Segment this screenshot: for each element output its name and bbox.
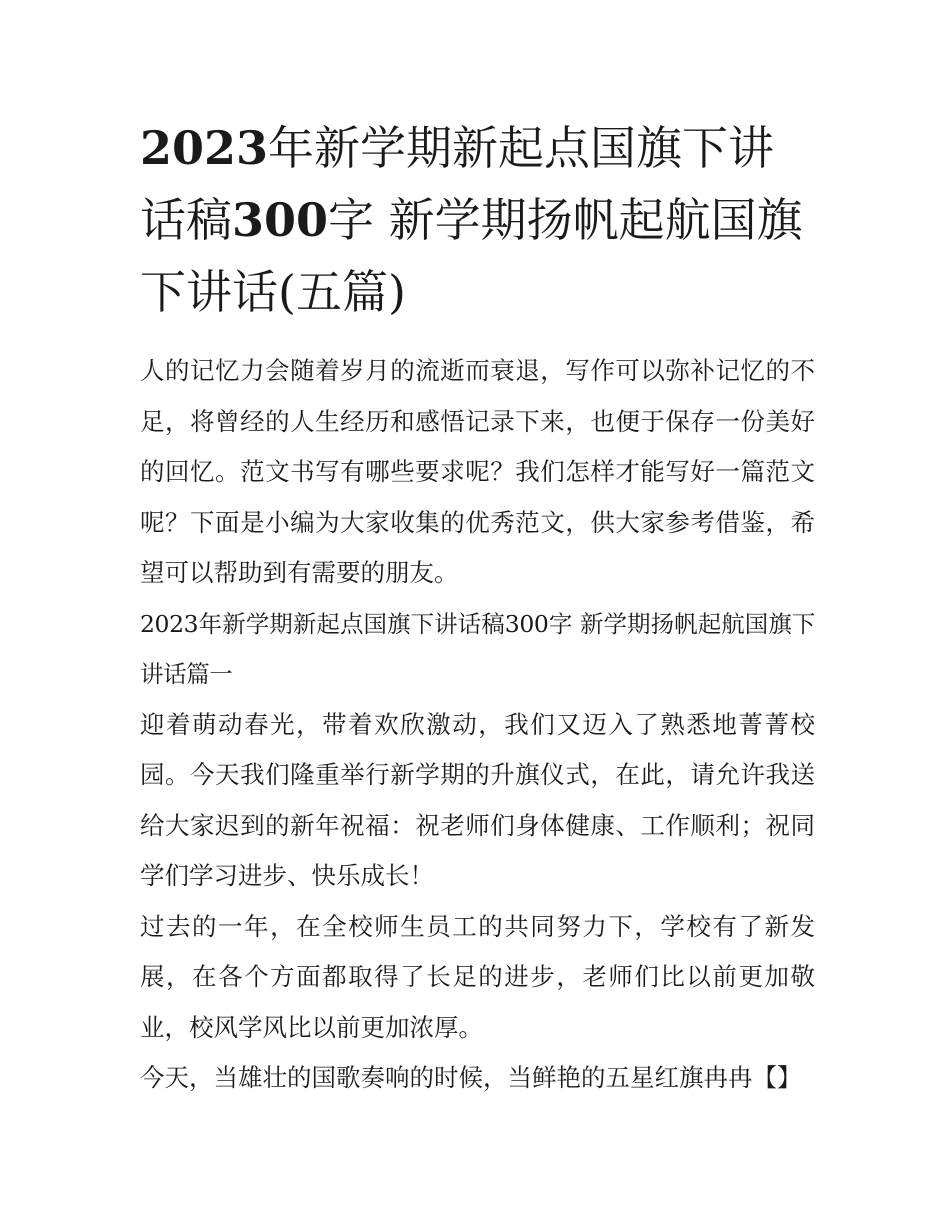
body-paragraph: 过去的一年，在全校师生员工的共同努力下，学校有了新发展，在各个方面都取得了长足的进步，老师们比以前更加敬业，校风学风比以前更加浓厚。	[140, 911, 815, 1042]
body-paragraph: 迎着萌动春光，带着欢欣激动，我们又迈入了熟悉地菁菁校园。今天我们隆重举行新学期的升旗仪式，在此，请允许我送给大家迟到的新年祝福：祝老师们身体健康、工作顺利；祝同学们学习进步、快乐成长！	[140, 709, 815, 890]
intro-paragraph: 人的记忆力会随着岁月的流逝而衰退，写作可以弥补记忆的不足，将曾经的人生经历和感悟记录下来，也便于保存一份美好的回忆。范文书写有哪些要求呢？我们怎样才能写好一篇范文呢？下面是小编为大家收集的优秀范文，供大家参考借鉴，希望可以帮助到有需要的朋友。	[140, 356, 815, 587]
section-heading: 2023年新学期新起点国旗下讲话稿300字 新学期扬帆起航国旗下讲话篇一	[140, 609, 815, 688]
document-page	[140, 112, 815, 1104]
body-paragraph: 今天，当雄壮的国歌奏响的时候，当鲜艳的五星红旗冉冉【】	[140, 1063, 802, 1092]
document-title: 2023年新学期新起点国旗下讲话稿300字 新学期扬帆起航国旗下讲话(五篇)	[140, 121, 803, 319]
